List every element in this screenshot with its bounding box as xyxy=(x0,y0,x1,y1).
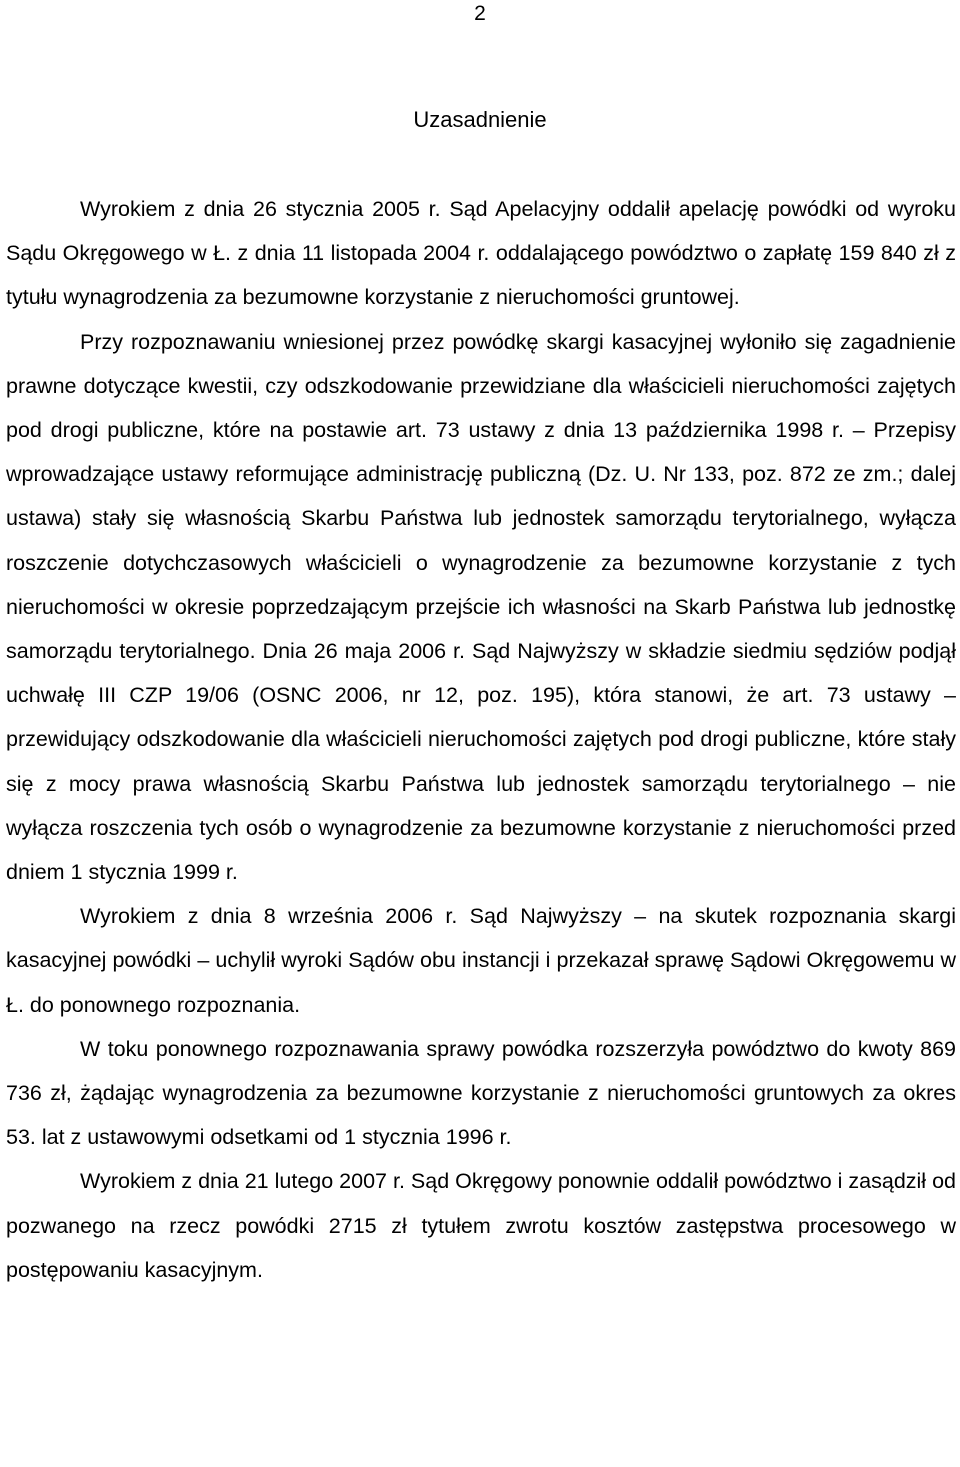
page-number: 2 xyxy=(474,2,486,25)
paragraph-claim-extension: W toku ponownego rozpoznawania sprawy powódka rozszerzyła powództwo do kwoty 869 736 zł, żądając wynagrodzenia za bezumowne korzystanie z nieruchomości gruntowych za okres 53. lat z ustawowymi odsetkami od 1 stycznia 1996 r. xyxy=(6,1036,956,1150)
paragraph-regional-court-judgment: Wyrokiem z dnia 21 lutego 2007 r. Sąd Okręgowy ponownie oddalił powództwo i zasądził od pozwanego na rzecz powódki 2715 zł tytułem zwrotu kosztów zastępstwa procesowego w postępowaniu kasacyjnym. xyxy=(6,1169,956,1282)
document-title: Uzasadnienie xyxy=(413,107,547,132)
paragraph-judgment-appeal: Wyrokiem z dnia 26 stycznia 2005 r. Sąd Apelacyjny oddalił apelację powódki od wyroku Sądu Okręgowego w Ł. z dnia 11 listopada 2004 r. oddalającego powództwo o zapłatę 159 840 zł z tytułu wynagrodzenia za bezumowne korzystanie z nieruchomości gruntowej. xyxy=(6,197,956,310)
paragraph-supreme-court-judgment: Wyrokiem z dnia 8 września 2006 r. Sąd Najwyższy – na skutek rozpoznania skargi kasacyjnej powódki – uchylił wyroki Sądów obu instancji i przekazał sprawę Sądowi Okręgowemu w Ł. do ponownego rozpoznania. xyxy=(6,904,956,1017)
document-body xyxy=(6,187,956,1292)
paragraph-legal-question: Przy rozpoznawaniu wniesionej przez powódkę skargi kasacyjnej wyłoniło się zagadnienie prawne dotyczące kwestii, czy odszkodowanie przewidziane dla właścicieli nieruchomości zajętych pod drogi publiczne, które na postawie art. 73 ustawy z dnia 13 października 1998 r. – Przepisy wprowadzające ustawy reformujące administrację publiczną (Dz. U. Nr 133, poz. 872 ze zm.; dalej ustawa) stały się własnością Skarbu Państwa lub jednostek samorządu terytorialnego, wyłącza roszczenie dotychczasowych właścicieli o wynagrodzenie za bezumowne korzystanie z tych nieruchomości w okresie poprzedzającym przejście ich własności na Skarb Państwa lub jednostkę samorządu terytorialnego. Dnia 26 maja 2006 r. Sąd Najwyższy w składzie siedmiu sędziów podjął uchwałę III CZP 19/06 (OSNC 2006, nr 12, poz. 195), która stanowi, że art. 73 ustawy – przewidujący odszkodowanie dla właścicieli nieruchomości zajętych pod drogi publiczne, które stały się z mocy prawa własnością Skarbu Państwa lub jednostek samorządu terytorialnego – nie wyłącza roszczenia tych osób o wynagrodzenie za bezumowne korzystanie z nieruchomości przed dniem 1 stycznia 1999 r. xyxy=(6,329,956,885)
